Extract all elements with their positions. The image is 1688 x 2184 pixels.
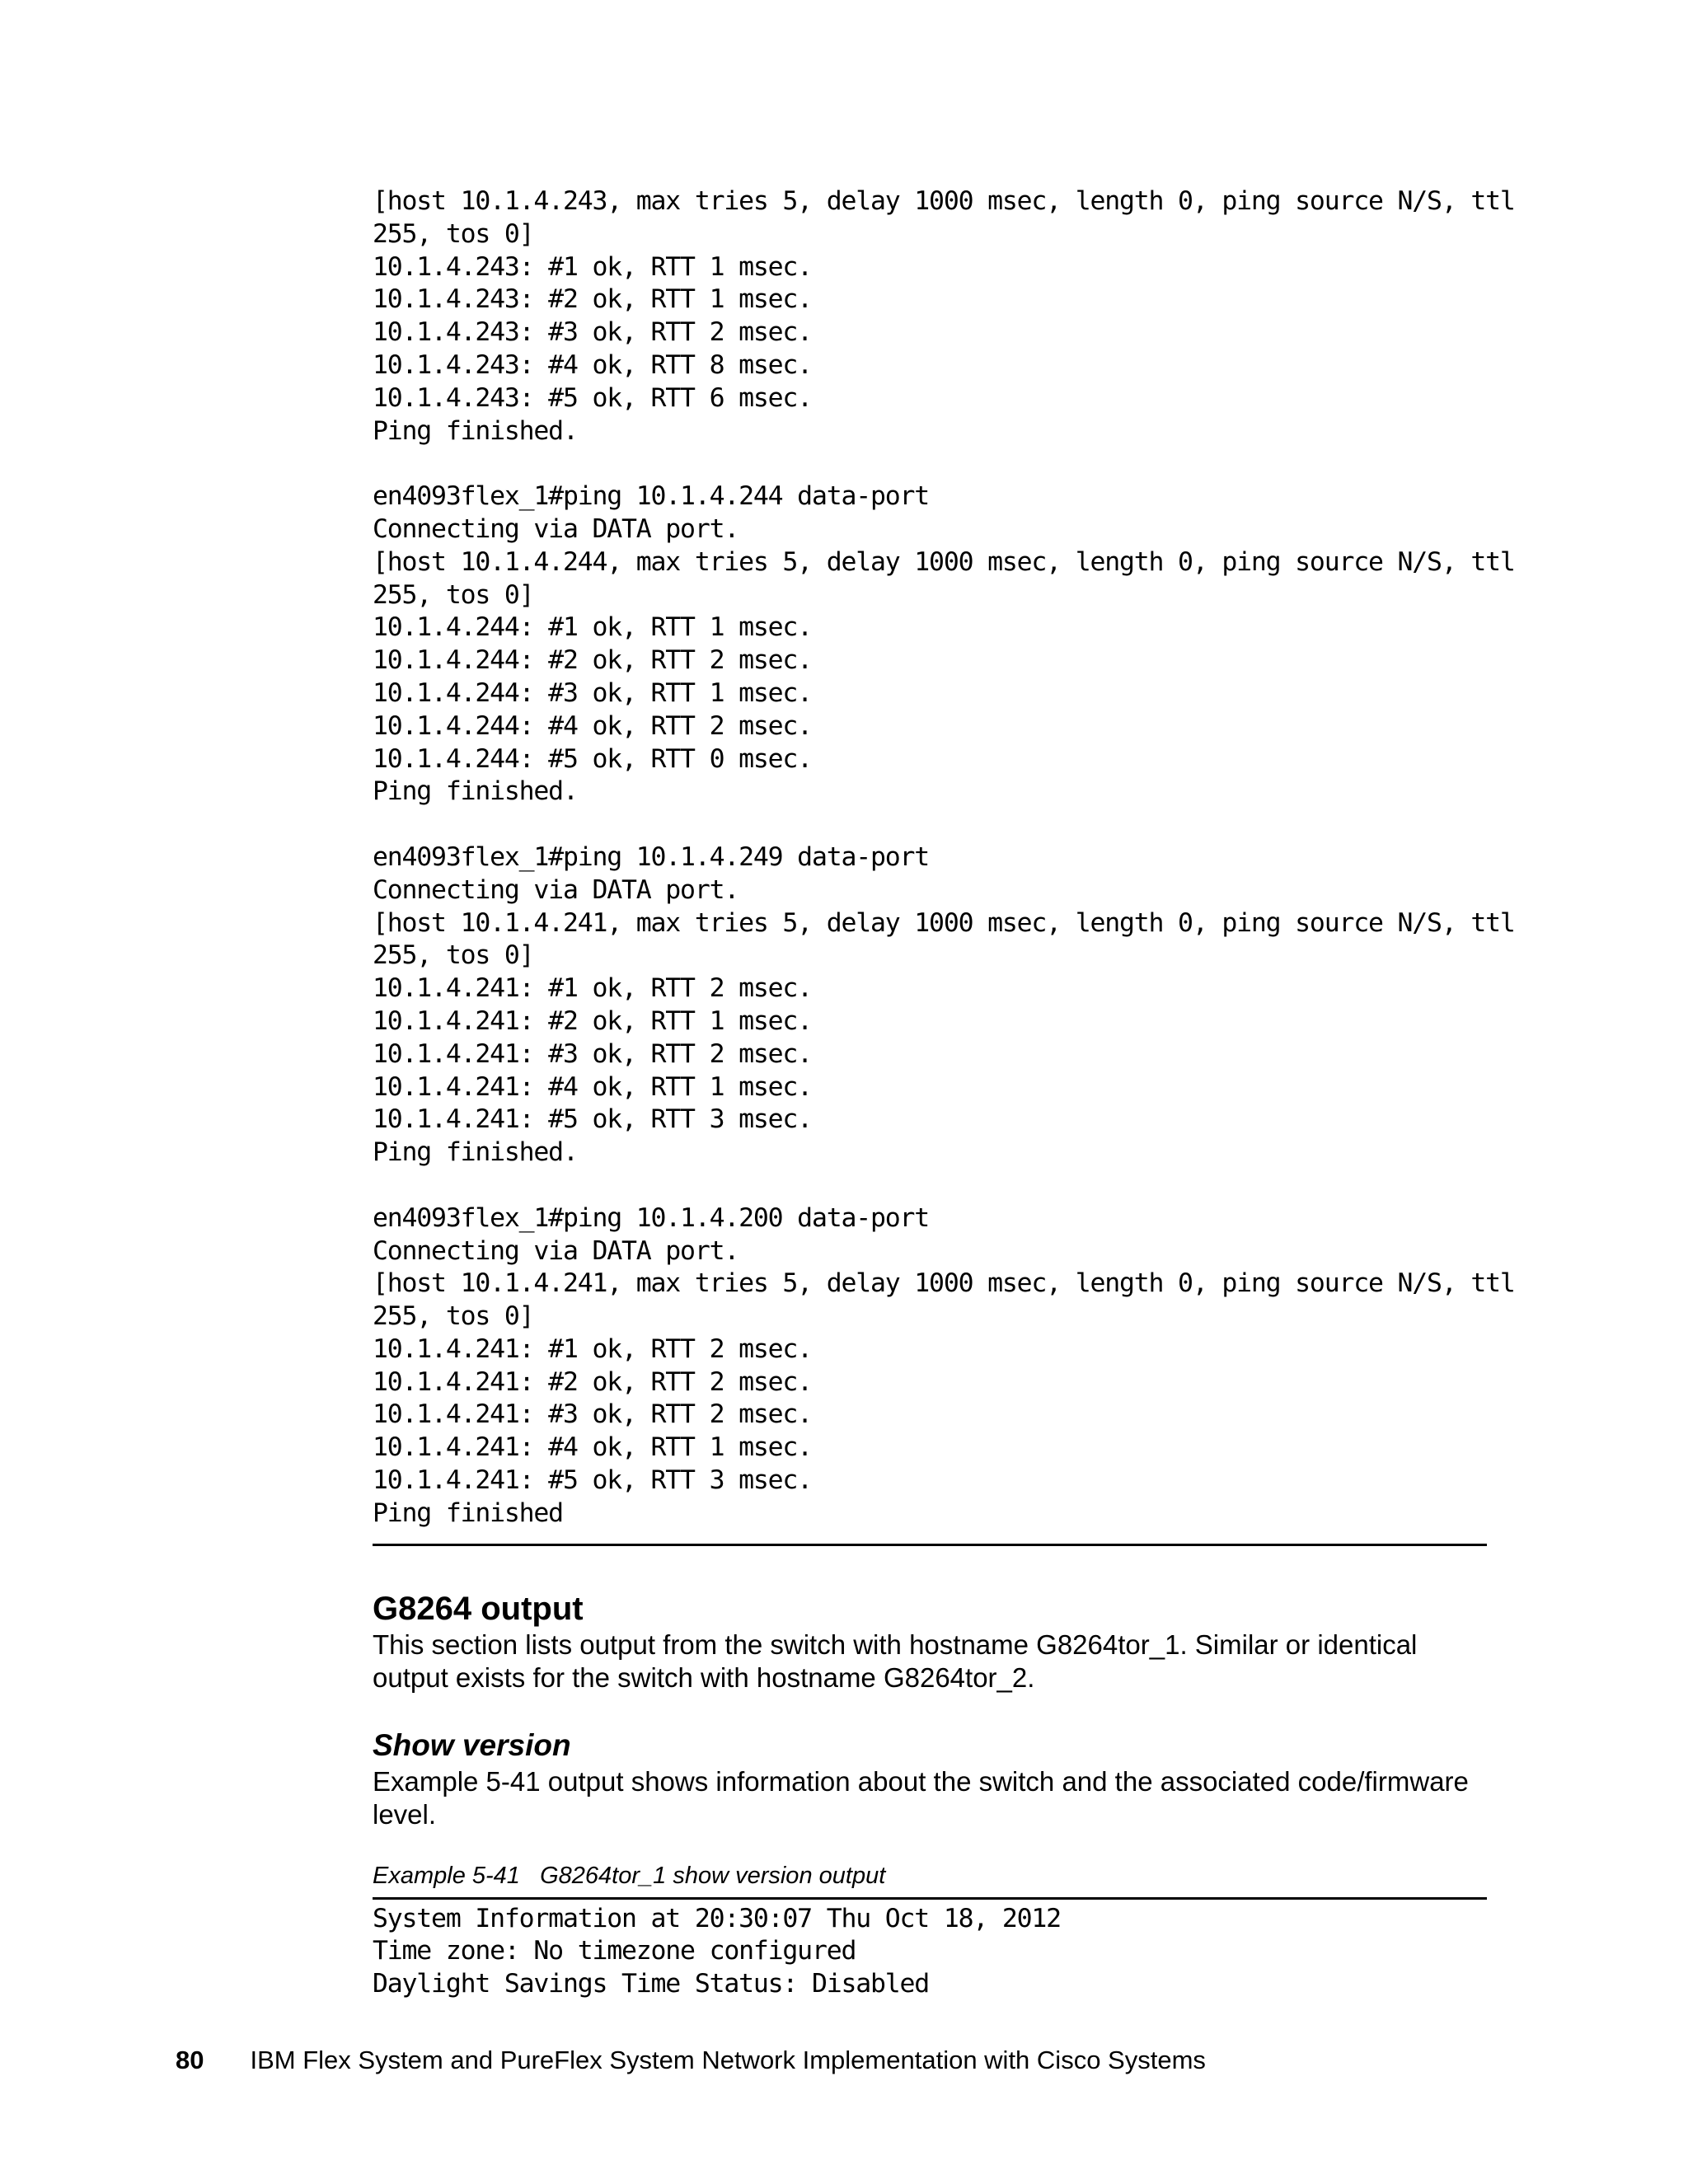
code-line: Connecting via DATA port.	[373, 1235, 739, 1266]
page-number: 80	[176, 2046, 204, 2074]
code-line: System Information at 20:30:07 Thu Oct 18, 2012	[373, 1903, 1061, 1933]
code-line: en4093flex_1#ping 10.1.4.249 data-port	[373, 841, 930, 872]
ping-output-code-block	[373, 185, 1515, 1530]
code-line: [host 10.1.4.244, max tries 5, delay 1000 msec, length 0, ping source N/S, ttl	[373, 546, 1515, 577]
book-title: IBM Flex System and PureFlex System Network Implementation with Cisco Systems	[250, 2046, 1206, 2074]
subsection-heading: Show version	[373, 1727, 571, 1762]
code-line: 255, tos 0]	[373, 579, 534, 610]
code-line: Ping finished.	[373, 1137, 578, 1168]
code-line: Time zone: No timezone configured	[373, 1936, 856, 1966]
code-line: 255, tos 0]	[373, 218, 534, 249]
example-caption: Example 5-41 G8264tor_1 show version output	[373, 1862, 886, 1889]
code-line: 10.1.4.243: #1 ok, RTT 1 msec.	[373, 251, 812, 282]
code-blank-line	[373, 1169, 1487, 1202]
code-line: Ping finished	[373, 1497, 563, 1528]
code-line: [host 10.1.4.241, max tries 5, delay 1000 msec, length 0, ping source N/S, ttl	[373, 1268, 1515, 1299]
page-footer	[176, 2044, 1206, 2077]
code-line: 10.1.4.241: #1 ok, RTT 2 msec.	[373, 973, 812, 1004]
code-line: [host 10.1.4.241, max tries 5, delay 1000 msec, length 0, ping source N/S, ttl	[373, 907, 1515, 938]
code-line: Connecting via DATA port.	[373, 874, 739, 905]
page-content	[373, 185, 1515, 2001]
code-line: 10.1.4.244: #1 ok, RTT 1 msec.	[373, 612, 812, 643]
code-line: 10.1.4.243: #5 ok, RTT 6 msec.	[373, 382, 812, 413]
section-heading: G8264 output	[373, 1590, 584, 1627]
code-line: Ping finished.	[373, 776, 578, 807]
code-blank-line	[373, 808, 1487, 841]
code-line: 10.1.4.241: #3 ok, RTT 2 msec.	[373, 1038, 812, 1069]
code-line: 10.1.4.244: #5 ok, RTT 0 msec.	[373, 743, 812, 774]
code-line: 10.1.4.241: #2 ok, RTT 2 msec.	[373, 1366, 812, 1397]
code-line: Ping finished.	[373, 415, 578, 446]
code-line: 255, tos 0]	[373, 940, 534, 971]
example-top-rule	[373, 1897, 1487, 1900]
code-line: [host 10.1.4.243, max tries 5, delay 1000 msec, length 0, ping source N/S, ttl	[373, 186, 1515, 216]
code-line: 10.1.4.241: #5 ok, RTT 3 msec.	[373, 1104, 812, 1135]
code-line: Daylight Savings Time Status: Disabled	[373, 1969, 930, 1999]
code-line: Connecting via DATA port.	[373, 513, 739, 544]
code-block-bottom-rule	[373, 1544, 1487, 1546]
section-body: This section lists output from the switch with hostname G8264tor_1. Similar or identical output exists for the switch with hostname G8264tor_2.	[373, 1629, 1418, 1693]
code-line: en4093flex_1#ping 10.1.4.200 data-port	[373, 1202, 930, 1233]
subsection-body: Example 5-41 output shows information about the switch and the associated code/firmware level.	[373, 1765, 1469, 1830]
code-line: 10.1.4.241: #4 ok, RTT 1 msec.	[373, 1071, 812, 1102]
code-line: 10.1.4.244: #4 ok, RTT 2 msec.	[373, 710, 812, 741]
code-blank-line	[373, 448, 1487, 480]
code-line: 10.1.4.244: #3 ok, RTT 1 msec.	[373, 677, 812, 708]
code-line: 10.1.4.243: #3 ok, RTT 2 msec.	[373, 317, 812, 348]
code-line: 10.1.4.244: #2 ok, RTT 2 msec.	[373, 645, 812, 676]
code-line: 255, tos 0]	[373, 1301, 534, 1332]
code-line: 10.1.4.241: #4 ok, RTT 1 msec.	[373, 1432, 812, 1463]
code-line: 10.1.4.243: #4 ok, RTT 8 msec.	[373, 349, 812, 380]
code-line: 10.1.4.241: #2 ok, RTT 1 msec.	[373, 1005, 812, 1036]
code-line: 10.1.4.241: #1 ok, RTT 2 msec.	[373, 1333, 812, 1364]
code-line: 10.1.4.241: #3 ok, RTT 2 msec.	[373, 1399, 812, 1430]
code-line: en4093flex_1#ping 10.1.4.244 data-port	[373, 481, 930, 512]
code-line: 10.1.4.243: #2 ok, RTT 1 msec.	[373, 284, 812, 315]
code-line: 10.1.4.241: #5 ok, RTT 3 msec.	[373, 1465, 812, 1496]
show-version-code-block	[373, 1903, 1487, 2001]
